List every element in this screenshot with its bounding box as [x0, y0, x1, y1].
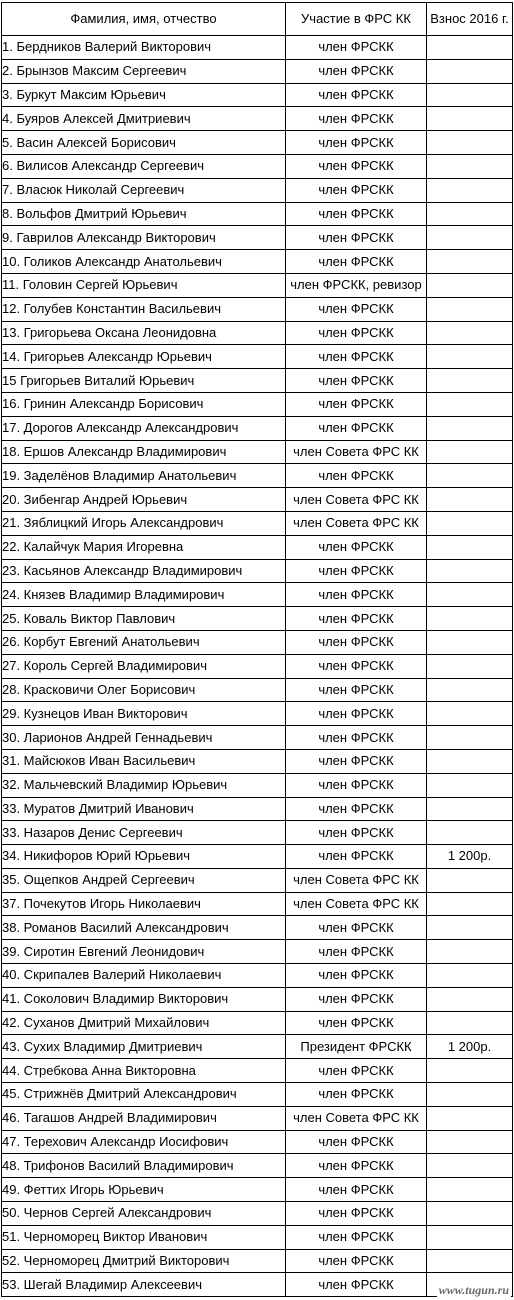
table-row [2, 226, 513, 250]
membership-cell: Президент ФРСКК [286, 1035, 427, 1059]
table-row [2, 702, 513, 726]
membership-cell: член ФРСКК [286, 1273, 427, 1297]
fee-cell [427, 440, 513, 464]
fee-cell [427, 868, 513, 892]
membership-cell: член ФРСКК [286, 416, 427, 440]
table-row [2, 297, 513, 321]
membership-cell: член Совета ФРС КК [286, 868, 427, 892]
table-row [2, 845, 513, 869]
fee-cell [427, 178, 513, 202]
table-row [2, 1035, 513, 1059]
member-name-cell: 33. Назаров Денис Сергеевич [2, 821, 286, 845]
membership-cell: член ФРСКК [286, 297, 427, 321]
member-name-cell: 32. Мальчевский Владимир Юрьевич [2, 773, 286, 797]
fee-cell [427, 226, 513, 250]
member-name-cell: 44. Стребкова Анна Викторовна [2, 1059, 286, 1083]
membership-cell: член ФРСКК, ревизор [286, 273, 427, 297]
member-name-cell: 43. Сухих Владимир Дмитриевич [2, 1035, 286, 1059]
table-row [2, 36, 513, 60]
fee-cell [427, 702, 513, 726]
member-name-cell: 5. Васин Алексей Борисович [2, 131, 286, 155]
fee-cell [427, 1154, 513, 1178]
fee-cell [427, 488, 513, 512]
membership-cell: член ФРСКК [286, 1130, 427, 1154]
membership-cell: член ФРСКК [286, 940, 427, 964]
member-name-cell: 23. Касьянов Александр Владимирович [2, 559, 286, 583]
membership-cell: член Совета ФРС КК [286, 488, 427, 512]
table-row [2, 916, 513, 940]
member-name-cell: 4. Буяров Алексей Дмитриевич [2, 107, 286, 131]
table-row [2, 1202, 513, 1226]
membership-cell: член Совета ФРС КК [286, 440, 427, 464]
member-name-cell: 28. Красковичи Олег Борисович [2, 678, 286, 702]
table-row [2, 749, 513, 773]
table-row [2, 1059, 513, 1083]
fee-cell [427, 797, 513, 821]
fee-cell [427, 1083, 513, 1107]
fee-cell: 1 200р. [427, 845, 513, 869]
table-row [2, 583, 513, 607]
membership-cell: член Совета ФРС КК [286, 892, 427, 916]
membership-cell: член ФРСКК [286, 178, 427, 202]
fee-cell [427, 916, 513, 940]
fee-cell [427, 535, 513, 559]
membership-cell: член ФРСКК [286, 131, 427, 155]
membership-cell: член ФРСКК [286, 749, 427, 773]
member-name-cell: 15 Григорьев Виталий Юрьевич [2, 369, 286, 393]
site-watermark: www.tugun.ru [438, 1283, 509, 1297]
table-row [2, 821, 513, 845]
membership-cell: член ФРСКК [286, 797, 427, 821]
membership-cell: член ФРСКК [286, 916, 427, 940]
member-name-cell: 41. Соколович Владимир Викторович [2, 987, 286, 1011]
member-name-cell: 49. Феттих Игорь Юрьевич [2, 1178, 286, 1202]
table-row [2, 345, 513, 369]
membership-cell: член ФРСКК [286, 1178, 427, 1202]
membership-cell: член ФРСКК [286, 1154, 427, 1178]
member-name-cell: 45. Стрижнёв Дмитрий Александрович [2, 1083, 286, 1107]
member-name-cell: 3. Буркут Максим Юрьевич [2, 83, 286, 107]
member-name-cell: 1. Бердников Валерий Викторович [2, 36, 286, 60]
membership-cell: член ФРСКК [286, 345, 427, 369]
table-row [2, 392, 513, 416]
membership-cell: член ФРСКК [286, 1059, 427, 1083]
membership-cell: член ФРСКК [286, 369, 427, 393]
member-name-cell: 29. Кузнецов Иван Викторович [2, 702, 286, 726]
fee-cell [427, 1011, 513, 1035]
member-name-cell: 30. Ларионов Андрей Геннадьевич [2, 726, 286, 750]
membership-cell: член ФРСКК [286, 83, 427, 107]
fee-cell [427, 1130, 513, 1154]
member-name-cell: 12. Голубев Константин Васильевич [2, 297, 286, 321]
membership-cell: член Совета ФРС КК [286, 511, 427, 535]
fee-cell [427, 1202, 513, 1226]
table-row [2, 59, 513, 83]
member-name-cell: 37. Почекутов Игорь Николаевич [2, 892, 286, 916]
membership-cell: член Совета ФРС КК [286, 1106, 427, 1130]
fee-cell [427, 821, 513, 845]
membership-cell: член ФРСКК [286, 559, 427, 583]
membership-cell: член ФРСКК [286, 821, 427, 845]
membership-cell: член ФРСКК [286, 202, 427, 226]
membership-cell: член ФРСКК [286, 845, 427, 869]
membership-cell: член ФРСКК [286, 464, 427, 488]
fee-cell: 1 200р. [427, 1035, 513, 1059]
table-row [2, 1130, 513, 1154]
membership-cell: член ФРСКК [286, 107, 427, 131]
header-fee: Взнос 2016 г. [427, 3, 513, 36]
fee-cell [427, 583, 513, 607]
table-row [2, 868, 513, 892]
membership-cell: член ФРСКК [286, 1202, 427, 1226]
member-name-cell: 50. Чернов Сергей Александрович [2, 1202, 286, 1226]
table-row [2, 321, 513, 345]
fee-cell [427, 1178, 513, 1202]
member-name-cell: 6. Вилисов Александр Сергеевич [2, 154, 286, 178]
membership-cell: член ФРСКК [286, 964, 427, 988]
member-name-cell: 9. Гаврилов Александр Викторович [2, 226, 286, 250]
table-row [2, 369, 513, 393]
table-row [2, 607, 513, 631]
membership-cell: член ФРСКК [286, 321, 427, 345]
member-name-cell: 40. Скрипалев Валерий Николаевич [2, 964, 286, 988]
table-row [2, 1225, 513, 1249]
header-row [2, 3, 513, 36]
membership-cell: член ФРСКК [286, 607, 427, 631]
table-row [2, 464, 513, 488]
fee-cell [427, 345, 513, 369]
table-row [2, 202, 513, 226]
table-row [2, 987, 513, 1011]
fee-cell [427, 773, 513, 797]
member-name-cell: 52. Черноморец Дмитрий Викторович [2, 1249, 286, 1273]
fee-cell [427, 749, 513, 773]
fee-cell [427, 464, 513, 488]
membership-cell: член ФРСКК [286, 154, 427, 178]
fee-cell [427, 1249, 513, 1273]
table-row [2, 83, 513, 107]
membership-cell: член ФРСКК [286, 630, 427, 654]
table-row [2, 273, 513, 297]
fee-cell [427, 1059, 513, 1083]
fee-cell [427, 250, 513, 274]
membership-cell: член ФРСКК [286, 654, 427, 678]
member-name-cell: 42. Суханов Дмитрий Михайлович [2, 1011, 286, 1035]
membership-cell: член ФРСКК [286, 702, 427, 726]
member-name-cell: 24. Князев Владимир Владимирович [2, 583, 286, 607]
table-row [2, 1154, 513, 1178]
table-row [2, 1249, 513, 1273]
header-membership: Участие в ФРС КК [286, 3, 427, 36]
member-name-cell: 19. Заделёнов Владимир Анатольевич [2, 464, 286, 488]
membership-cell: член ФРСКК [286, 678, 427, 702]
table-row [2, 107, 513, 131]
fee-cell [427, 273, 513, 297]
member-name-cell: 53. Шегай Владимир Алексеевич [2, 1273, 286, 1297]
fee-cell [427, 107, 513, 131]
table-row [2, 940, 513, 964]
member-name-cell: 14. Григорьев Александр Юрьевич [2, 345, 286, 369]
fee-cell [427, 607, 513, 631]
membership-cell: член ФРСКК [286, 773, 427, 797]
table-row [2, 773, 513, 797]
table-row [2, 630, 513, 654]
fee-cell [427, 392, 513, 416]
fee-cell [427, 369, 513, 393]
fee-cell [427, 678, 513, 702]
member-name-cell: 2. Брынзов Максим Сергеевич [2, 59, 286, 83]
member-name-cell: 18. Ершов Александр Владимирович [2, 440, 286, 464]
table-row [2, 797, 513, 821]
membership-cell: член ФРСКК [286, 726, 427, 750]
member-name-cell: 26. Корбут Евгений Анатольевич [2, 630, 286, 654]
fee-cell [427, 321, 513, 345]
membership-cell: член ФРСКК [286, 392, 427, 416]
table-row [2, 416, 513, 440]
member-name-cell: 16. Гринин Александр Борисович [2, 392, 286, 416]
member-name-cell: 27. Король Сергей Владимирович [2, 654, 286, 678]
table-row [2, 1178, 513, 1202]
membership-cell: член ФРСКК [286, 535, 427, 559]
member-name-cell: 48. Трифонов Василий Владимирович [2, 1154, 286, 1178]
fee-cell [427, 964, 513, 988]
member-name-cell: 17. Дорогов Александр Александрович [2, 416, 286, 440]
member-name-cell: 22. Калайчук Мария Игоревна [2, 535, 286, 559]
member-name-cell: 8. Вольфов Дмитрий Юрьевич [2, 202, 286, 226]
fee-cell [427, 83, 513, 107]
table-row [2, 1011, 513, 1035]
fee-cell [427, 1225, 513, 1249]
fee-cell [427, 987, 513, 1011]
fee-cell [427, 559, 513, 583]
table-row [2, 488, 513, 512]
table-row [2, 559, 513, 583]
member-name-cell: 7. Власюк Николай Сергеевич [2, 178, 286, 202]
membership-cell: член ФРСКК [286, 59, 427, 83]
member-name-cell: 33. Муратов Дмитрий Иванович [2, 797, 286, 821]
table-row [2, 1106, 513, 1130]
member-name-cell: 46. Тагашов Андрей Владимирович [2, 1106, 286, 1130]
membership-cell: член ФРСКК [286, 1249, 427, 1273]
fee-cell [427, 416, 513, 440]
table-row [2, 535, 513, 559]
fee-cell [427, 892, 513, 916]
fee-cell [427, 630, 513, 654]
member-name-cell: 31. Майсюков Иван Васильевич [2, 749, 286, 773]
member-name-cell: 25. Коваль Виктор Павлович [2, 607, 286, 631]
table-body [2, 36, 513, 1297]
table-row [2, 964, 513, 988]
fee-cell [427, 154, 513, 178]
fee-cell [427, 511, 513, 535]
members-table [1, 2, 513, 1297]
table-row [2, 511, 513, 535]
membership-cell: член ФРСКК [286, 583, 427, 607]
fee-cell [427, 36, 513, 60]
member-name-cell: 13. Григорьева Оксана Леонидовна [2, 321, 286, 345]
fee-cell [427, 654, 513, 678]
member-name-cell: 35. Ощепков Андрей Сергеевич [2, 868, 286, 892]
member-name-cell: 47. Терехович Александр Иосифович [2, 1130, 286, 1154]
member-name-cell: 39. Сиротин Евгений Леонидович [2, 940, 286, 964]
table-row [2, 250, 513, 274]
fee-cell [427, 1106, 513, 1130]
table-row [2, 131, 513, 155]
member-name-cell: 20. Зибенгар Андрей Юрьевич [2, 488, 286, 512]
member-name-cell: 11. Головин Сергей Юрьевич [2, 273, 286, 297]
membership-cell: член ФРСКК [286, 987, 427, 1011]
member-name-cell: 38. Романов Василий Александрович [2, 916, 286, 940]
fee-cell [427, 726, 513, 750]
member-name-cell: 10. Голиков Александр Анатольевич [2, 250, 286, 274]
membership-cell: член ФРСКК [286, 226, 427, 250]
fee-cell [427, 297, 513, 321]
fee-cell [427, 131, 513, 155]
membership-cell: член ФРСКК [286, 36, 427, 60]
table-row [2, 440, 513, 464]
member-name-cell: 34. Никифоров Юрий Юрьевич [2, 845, 286, 869]
membership-cell: член ФРСКК [286, 1083, 427, 1107]
membership-cell: член ФРСКК [286, 1225, 427, 1249]
fee-cell [427, 202, 513, 226]
header-name: Фамилия, имя, отчество [2, 3, 286, 36]
table-row [2, 892, 513, 916]
table-row [2, 654, 513, 678]
table-row [2, 726, 513, 750]
table-row [2, 178, 513, 202]
table-row [2, 1083, 513, 1107]
table-row [2, 154, 513, 178]
fee-cell [427, 59, 513, 83]
membership-cell: член ФРСКК [286, 1011, 427, 1035]
member-name-cell: 51. Черноморец Виктор Иванович [2, 1225, 286, 1249]
member-name-cell: 21. Зяблицкий Игорь Александрович [2, 511, 286, 535]
membership-cell: член ФРСКК [286, 250, 427, 274]
table-row [2, 678, 513, 702]
fee-cell [427, 940, 513, 964]
